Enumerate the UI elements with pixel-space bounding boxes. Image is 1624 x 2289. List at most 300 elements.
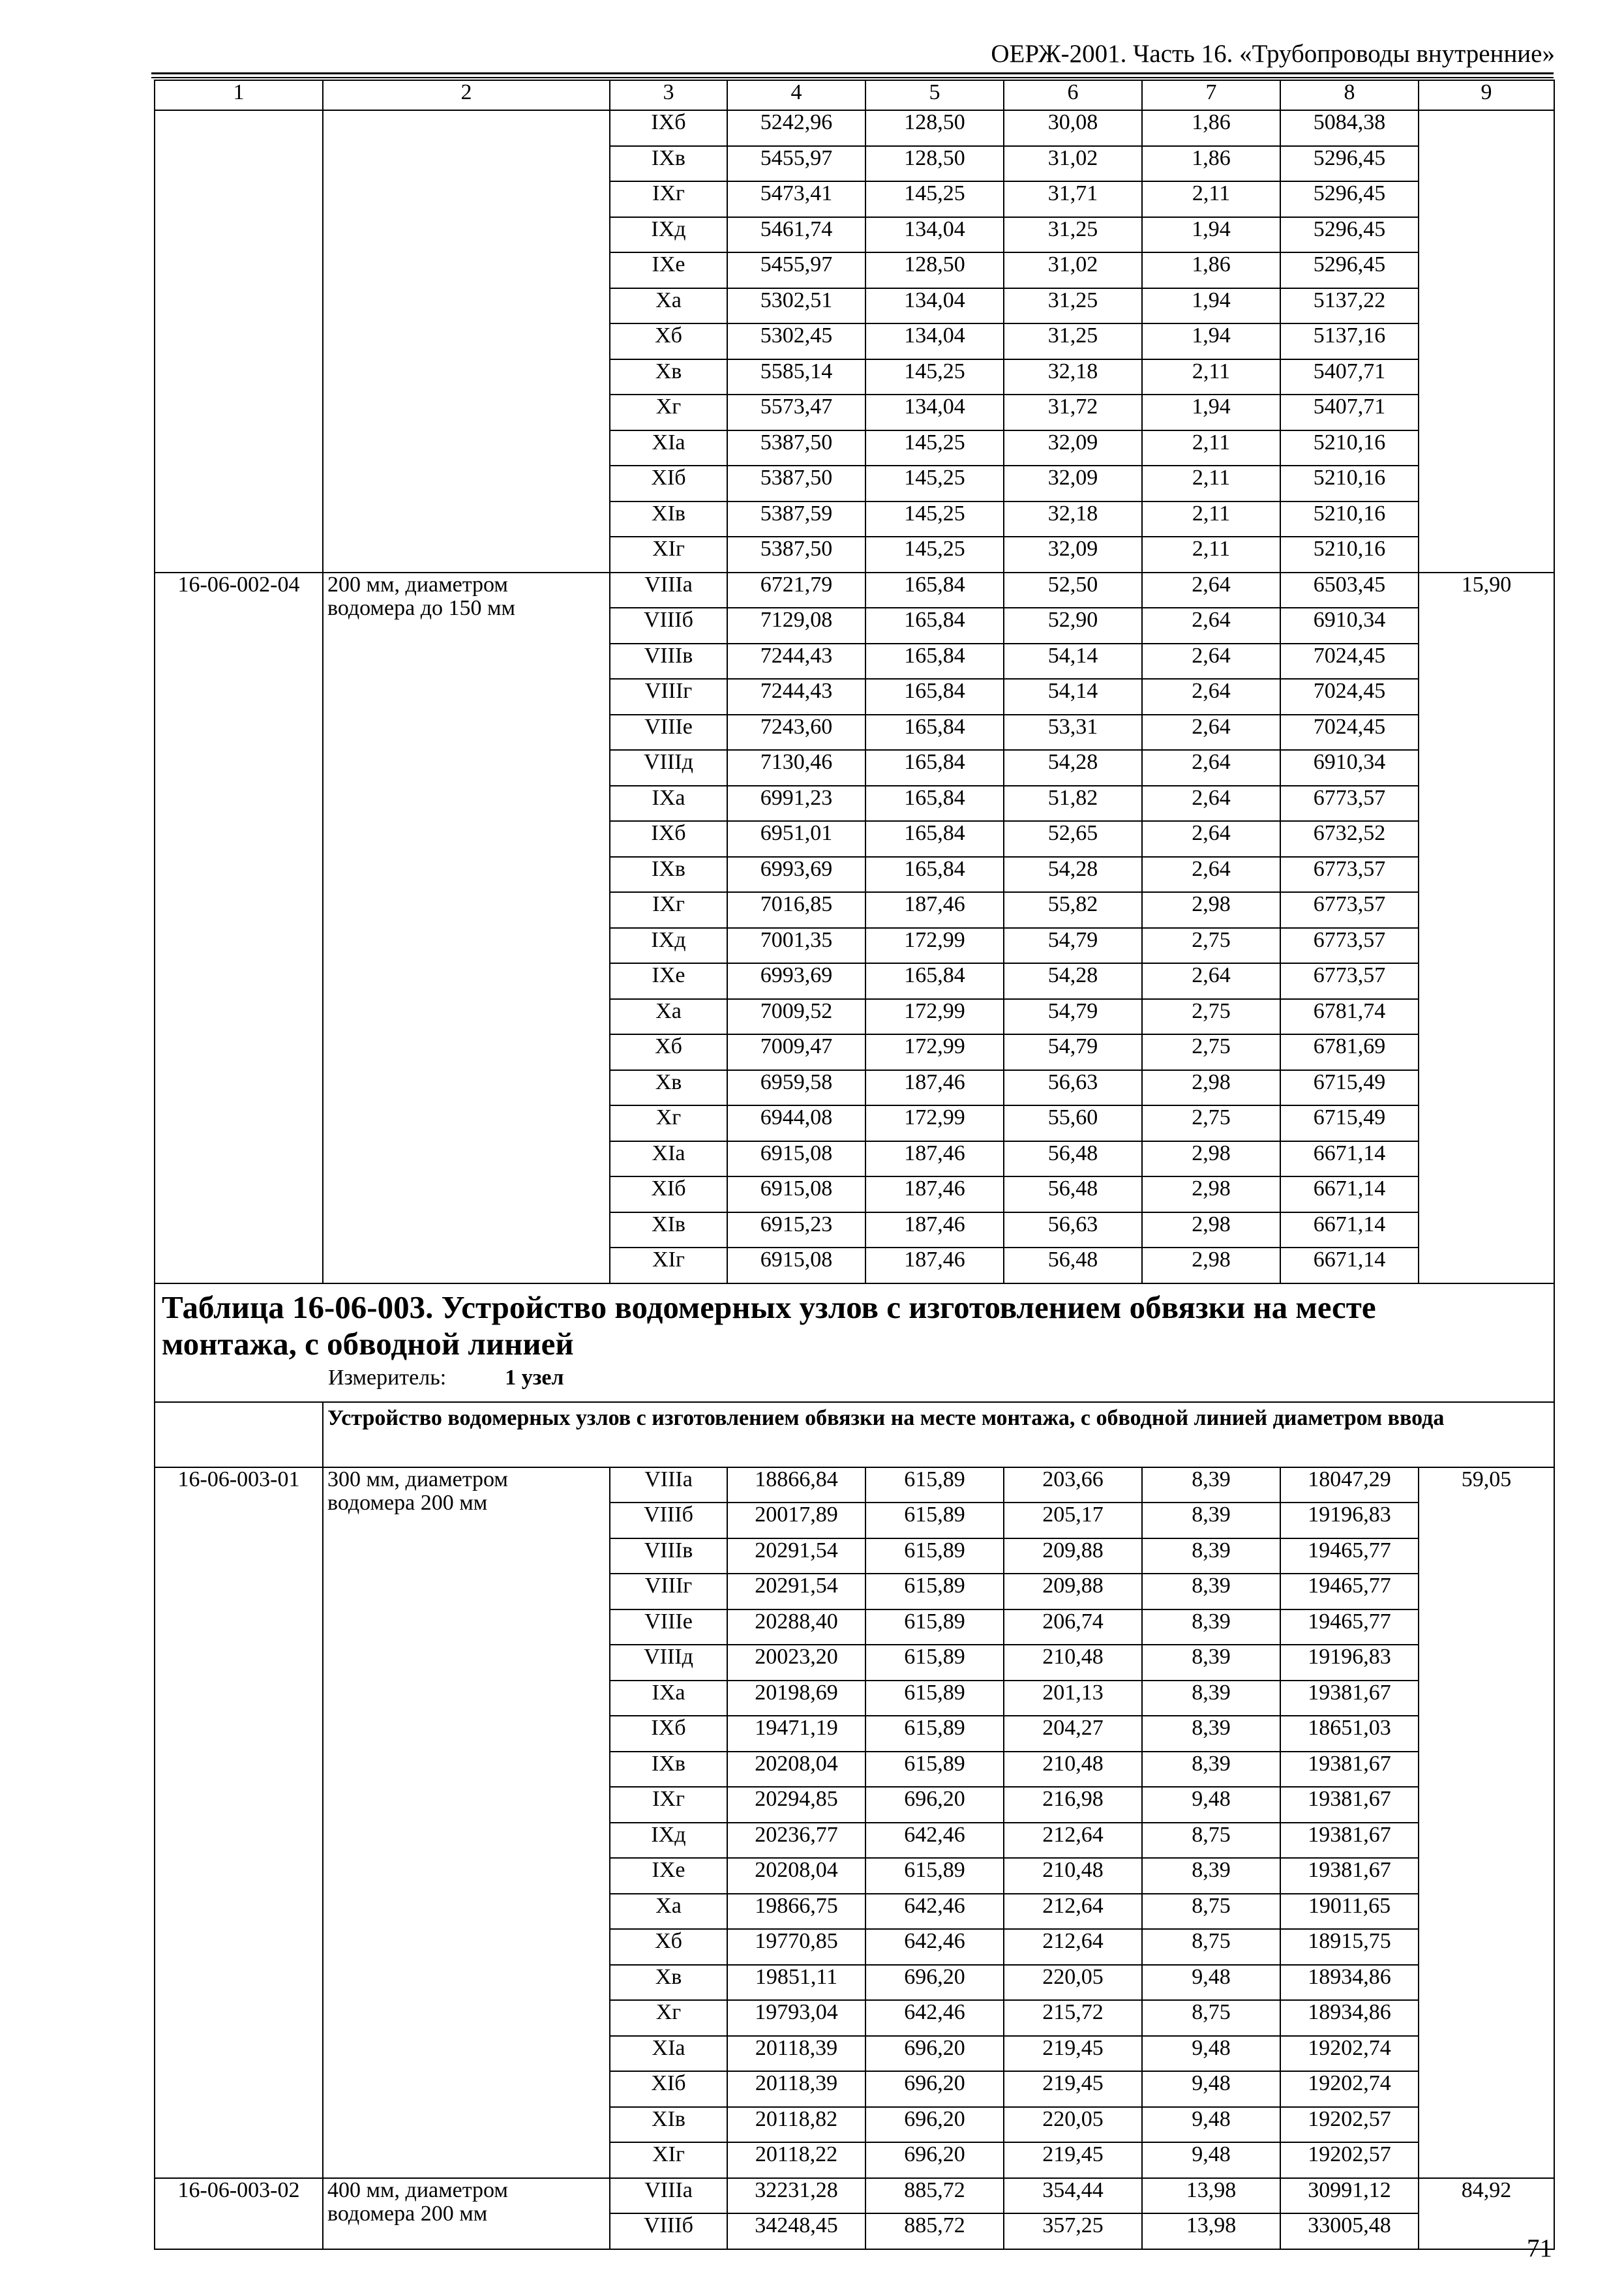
wages-cell: 134,04: [865, 288, 1004, 324]
materials-cell: 6503,45: [1280, 573, 1419, 608]
materials-cell: 6781,74: [1280, 999, 1419, 1035]
zone-cell: IХв: [610, 146, 727, 182]
materials-cell: 5210,16: [1280, 537, 1419, 573]
machines-cell: 212,64: [1004, 1894, 1142, 1930]
driver-wages-cell: 1,86: [1142, 110, 1280, 146]
column-number: 5: [865, 80, 1004, 110]
zone-cell: VIIIв: [610, 644, 727, 680]
driver-wages-cell: 2,75: [1142, 1105, 1280, 1141]
driver-wages-cell: 2,75: [1142, 1034, 1280, 1070]
driver-wages-cell: 1,86: [1142, 146, 1280, 182]
driver-wages-cell: 9,48: [1142, 2142, 1280, 2178]
driver-wages-cell: 2,11: [1142, 430, 1280, 466]
wages-cell: 696,20: [865, 2107, 1004, 2143]
wages-cell: 165,84: [865, 608, 1004, 644]
column-number: 8: [1280, 80, 1419, 110]
wages-cell: 172,99: [865, 1034, 1004, 1070]
direct-cost-cell: 7244,43: [727, 644, 865, 680]
materials-cell: 19011,65: [1280, 1894, 1419, 1930]
direct-cost-cell: 5573,47: [727, 395, 865, 430]
zone-cell: ХIб: [610, 2071, 727, 2107]
driver-wages-cell: 2,64: [1142, 963, 1280, 999]
item-description: [323, 573, 610, 1283]
machines-cell: 212,64: [1004, 1929, 1142, 1965]
materials-cell: 6773,57: [1280, 963, 1419, 999]
column-number: 6: [1004, 80, 1142, 110]
materials-cell: 33005,48: [1280, 2213, 1419, 2249]
zone-cell: ХIг: [610, 537, 727, 573]
wages-cell: 128,50: [865, 110, 1004, 146]
machines-cell: 31,25: [1004, 323, 1142, 359]
driver-wages-cell: 1,86: [1142, 252, 1280, 288]
zone-cell: VIIIг: [610, 679, 727, 715]
table-title-line: Таблица 16-06-003. Устройство водомерных узлов с изготовлением обвязки на месте: [162, 1289, 1376, 1325]
zone-cell: VIIIд: [610, 1645, 727, 1681]
zone-cell: Хб: [610, 1929, 727, 1965]
direct-cost-cell: 5302,51: [727, 288, 865, 324]
table-row: [155, 2178, 1554, 2214]
materials-cell: 6671,14: [1280, 1141, 1419, 1177]
description-line: водомера 200 мм: [327, 2201, 488, 2226]
direct-cost-cell: 19866,75: [727, 1894, 865, 1930]
materials-cell: 6773,57: [1280, 857, 1419, 893]
wages-cell: 187,46: [865, 892, 1004, 928]
machines-cell: 32,09: [1004, 466, 1142, 501]
direct-cost-cell: 5387,59: [727, 501, 865, 537]
direct-cost-cell: 7244,43: [727, 679, 865, 715]
machines-cell: 31,25: [1004, 288, 1142, 324]
driver-wages-cell: 2,64: [1142, 644, 1280, 680]
machines-cell: 201,13: [1004, 1681, 1142, 1716]
wages-cell: 885,72: [865, 2213, 1004, 2249]
rate-code: 16-06-003-01: [155, 1467, 323, 2178]
materials-cell: 18934,86: [1280, 1965, 1419, 2001]
wages-cell: 165,84: [865, 573, 1004, 608]
direct-cost-cell: 20208,04: [727, 1752, 865, 1788]
machines-cell: 220,05: [1004, 2107, 1142, 2143]
zone-cell: Хг: [610, 2000, 727, 2036]
driver-wages-cell: 8,39: [1142, 1752, 1280, 1788]
materials-cell: 7024,45: [1280, 679, 1419, 715]
code-cell: [155, 110, 323, 573]
driver-wages-cell: 8,75: [1142, 1894, 1280, 1930]
driver-wages-cell: 2,11: [1142, 501, 1280, 537]
machines-cell: 55,60: [1004, 1105, 1142, 1141]
table-title-row: [155, 1283, 1554, 1402]
zone-cell: Хб: [610, 323, 727, 359]
wages-cell: 165,84: [865, 715, 1004, 751]
driver-wages-cell: 2,64: [1142, 573, 1280, 608]
driver-wages-cell: 1,94: [1142, 323, 1280, 359]
zone-cell: IХе: [610, 1858, 727, 1894]
machines-cell: 56,48: [1004, 1176, 1142, 1212]
labor-cost: 84,92: [1419, 2178, 1554, 2249]
page-header: ОЕРЖ-2001. Часть 16. «Трубопроводы внутренние»: [991, 40, 1555, 68]
materials-cell: 6781,69: [1280, 1034, 1419, 1070]
wages-cell: 172,99: [865, 1105, 1004, 1141]
zone-cell: VIIIб: [610, 1503, 727, 1538]
direct-cost-cell: 5242,96: [727, 110, 865, 146]
zone-cell: IХа: [610, 786, 727, 822]
machines-cell: 212,64: [1004, 1823, 1142, 1859]
zone-cell: IХе: [610, 252, 727, 288]
machines-cell: 209,88: [1004, 1574, 1142, 1609]
driver-wages-cell: 8,39: [1142, 1716, 1280, 1752]
direct-cost-cell: 7009,47: [727, 1034, 865, 1070]
wages-cell: 187,46: [865, 1070, 1004, 1106]
wages-cell: 615,89: [865, 1538, 1004, 1574]
direct-cost-cell: 20208,04: [727, 1858, 865, 1894]
zone-cell: VIIIе: [610, 1609, 727, 1645]
header-rule: [151, 72, 1554, 74]
driver-wages-cell: 13,98: [1142, 2178, 1280, 2214]
materials-cell: 5210,16: [1280, 466, 1419, 501]
materials-cell: 18047,29: [1280, 1467, 1419, 1503]
zone-cell: IХб: [610, 110, 727, 146]
machines-cell: 210,48: [1004, 1858, 1142, 1894]
driver-wages-cell: 8,39: [1142, 1609, 1280, 1645]
direct-cost-cell: 20291,54: [727, 1574, 865, 1609]
machines-cell: 354,44: [1004, 2178, 1142, 2214]
machines-cell: 32,18: [1004, 359, 1142, 395]
driver-wages-cell: 8,75: [1142, 1929, 1280, 1965]
direct-cost-cell: 5473,41: [727, 181, 865, 217]
zone-cell: IХе: [610, 963, 727, 999]
description-cell: [323, 110, 610, 573]
direct-cost-cell: 5461,74: [727, 217, 865, 253]
column-number-row: [155, 80, 1554, 110]
machines-cell: 56,48: [1004, 1248, 1142, 1283]
direct-cost-cell: 7009,52: [727, 999, 865, 1035]
driver-wages-cell: 2,98: [1142, 892, 1280, 928]
wages-cell: 615,89: [865, 1609, 1004, 1645]
machines-cell: 32,09: [1004, 430, 1142, 466]
wages-cell: 187,46: [865, 1141, 1004, 1177]
zone-cell: Хв: [610, 1070, 727, 1106]
driver-wages-cell: 2,98: [1142, 1070, 1280, 1106]
rates-table: [154, 80, 1555, 2250]
direct-cost-cell: 7130,46: [727, 750, 865, 786]
machines-cell: 56,63: [1004, 1212, 1142, 1248]
materials-cell: 6715,49: [1280, 1105, 1419, 1141]
machines-cell: 54,79: [1004, 1034, 1142, 1070]
machines-cell: 54,28: [1004, 857, 1142, 893]
materials-cell: 18934,86: [1280, 2000, 1419, 2036]
zone-cell: Хв: [610, 359, 727, 395]
wages-cell: 165,84: [865, 786, 1004, 822]
wages-cell: 615,89: [865, 1645, 1004, 1681]
materials-cell: 19196,83: [1280, 1645, 1419, 1681]
wages-cell: 615,89: [865, 1716, 1004, 1752]
wages-cell: 642,46: [865, 1929, 1004, 1965]
wages-cell: 187,46: [865, 1212, 1004, 1248]
driver-wages-cell: 8,39: [1142, 1467, 1280, 1503]
machines-cell: 206,74: [1004, 1609, 1142, 1645]
column-number: 7: [1142, 80, 1280, 110]
wages-cell: 165,84: [865, 750, 1004, 786]
materials-cell: 5210,16: [1280, 430, 1419, 466]
materials-cell: 5137,16: [1280, 323, 1419, 359]
wages-cell: 696,20: [865, 1787, 1004, 1823]
direct-cost-cell: 5302,45: [727, 323, 865, 359]
column-number: 2: [323, 80, 610, 110]
driver-wages-cell: 2,64: [1142, 750, 1280, 786]
zone-cell: ХIб: [610, 466, 727, 501]
materials-cell: 19196,83: [1280, 1503, 1419, 1538]
wages-cell: 696,20: [865, 1965, 1004, 2001]
driver-wages-cell: 2,64: [1142, 608, 1280, 644]
materials-cell: 19465,77: [1280, 1538, 1419, 1574]
materials-cell: 5296,45: [1280, 252, 1419, 288]
wages-cell: 642,46: [865, 2000, 1004, 2036]
materials-cell: 6671,14: [1280, 1248, 1419, 1283]
materials-cell: 18915,75: [1280, 1929, 1419, 1965]
wages-cell: 615,89: [865, 1752, 1004, 1788]
labor-cell: [1419, 110, 1554, 573]
machines-cell: 54,14: [1004, 679, 1142, 715]
wages-cell: 134,04: [865, 395, 1004, 430]
zone-cell: Хг: [610, 1105, 727, 1141]
direct-cost-cell: 19793,04: [727, 2000, 865, 2036]
wages-cell: 145,25: [865, 359, 1004, 395]
materials-cell: 6773,57: [1280, 928, 1419, 964]
direct-cost-cell: 6959,58: [727, 1070, 865, 1106]
materials-cell: 5210,16: [1280, 501, 1419, 537]
zone-cell: VIIIб: [610, 2213, 727, 2249]
direct-cost-cell: 6915,08: [727, 1176, 865, 1212]
driver-wages-cell: 8,39: [1142, 1574, 1280, 1609]
zone-cell: ХIа: [610, 2036, 727, 2072]
driver-wages-cell: 2,11: [1142, 466, 1280, 501]
table-row: [155, 1467, 1554, 1503]
materials-cell: 30991,12: [1280, 2178, 1419, 2214]
zone-cell: VIIIв: [610, 1538, 727, 1574]
direct-cost-cell: 7243,60: [727, 715, 865, 751]
driver-wages-cell: 8,39: [1142, 1681, 1280, 1716]
wages-cell: 145,25: [865, 537, 1004, 573]
materials-cell: 5407,71: [1280, 359, 1419, 395]
rate-code: 16-06-002-04: [155, 573, 323, 1283]
zone-cell: Ха: [610, 999, 727, 1035]
wages-cell: 145,25: [865, 501, 1004, 537]
driver-wages-cell: 2,64: [1142, 857, 1280, 893]
zone-cell: VIIIг: [610, 1574, 727, 1609]
wages-cell: 145,25: [865, 181, 1004, 217]
column-number: 9: [1419, 80, 1554, 110]
wages-cell: 165,84: [865, 963, 1004, 999]
machines-cell: 204,27: [1004, 1716, 1142, 1752]
driver-wages-cell: 2,11: [1142, 181, 1280, 217]
wages-cell: 187,46: [865, 1176, 1004, 1212]
header-rule-thin: [151, 77, 1554, 78]
wages-cell: 615,89: [865, 1503, 1004, 1538]
direct-cost-cell: 19851,11: [727, 1965, 865, 2001]
zone-cell: VIIIа: [610, 573, 727, 608]
direct-cost-cell: 6915,08: [727, 1141, 865, 1177]
zone-cell: IХб: [610, 1716, 727, 1752]
materials-cell: 19202,74: [1280, 2036, 1419, 2072]
direct-cost-cell: 20288,40: [727, 1609, 865, 1645]
description-line: водомера до 150 мм: [327, 595, 516, 620]
driver-wages-cell: 1,94: [1142, 395, 1280, 430]
machines-cell: 31,02: [1004, 252, 1142, 288]
machines-cell: 32,09: [1004, 537, 1142, 573]
wages-cell: 145,25: [865, 430, 1004, 466]
materials-cell: 7024,45: [1280, 715, 1419, 751]
materials-cell: 18651,03: [1280, 1716, 1419, 1752]
measure-value: 1 узел: [505, 1365, 564, 1390]
direct-cost-cell: 6944,08: [727, 1105, 865, 1141]
wages-cell: 696,20: [865, 2036, 1004, 2072]
direct-cost-cell: 5387,50: [727, 430, 865, 466]
machines-cell: 31,72: [1004, 395, 1142, 430]
direct-cost-cell: 5585,14: [727, 359, 865, 395]
wages-cell: 165,84: [865, 679, 1004, 715]
machines-cell: 32,18: [1004, 501, 1142, 537]
materials-cell: 19465,77: [1280, 1574, 1419, 1609]
description-line: 300 мм, диаметром: [327, 1467, 508, 1491]
driver-wages-cell: 2,98: [1142, 1176, 1280, 1212]
column-number: 1: [155, 80, 323, 110]
direct-cost-cell: 20118,82: [727, 2107, 865, 2143]
direct-cost-cell: 18866,84: [727, 1467, 865, 1503]
driver-wages-cell: 2,75: [1142, 928, 1280, 964]
materials-cell: 6910,34: [1280, 750, 1419, 786]
direct-cost-cell: 20118,39: [727, 2036, 865, 2072]
measure-unit: [162, 1366, 1547, 1390]
driver-wages-cell: 2,64: [1142, 821, 1280, 857]
direct-cost-cell: 20118,39: [727, 2071, 865, 2107]
direct-cost-cell: 19471,19: [727, 1716, 865, 1752]
machines-cell: 216,98: [1004, 1787, 1142, 1823]
direct-cost-cell: 20023,20: [727, 1645, 865, 1681]
zone-cell: IХв: [610, 857, 727, 893]
machines-cell: 31,71: [1004, 181, 1142, 217]
machines-cell: 215,72: [1004, 2000, 1142, 2036]
measure-label: Измеритель:: [328, 1365, 447, 1390]
wages-cell: 134,04: [865, 323, 1004, 359]
direct-cost-cell: 6991,23: [727, 786, 865, 822]
materials-cell: 5296,45: [1280, 181, 1419, 217]
driver-wages-cell: 9,48: [1142, 2107, 1280, 2143]
driver-wages-cell: 1,94: [1142, 288, 1280, 324]
driver-wages-cell: 2,98: [1142, 1212, 1280, 1248]
materials-cell: 19381,67: [1280, 1752, 1419, 1788]
zone-cell: ХIг: [610, 1248, 727, 1283]
wages-cell: 165,84: [865, 821, 1004, 857]
machines-cell: 51,82: [1004, 786, 1142, 822]
direct-cost-cell: 20118,22: [727, 2142, 865, 2178]
wages-cell: 165,84: [865, 644, 1004, 680]
direct-cost-cell: 5455,97: [727, 146, 865, 182]
materials-cell: 6732,52: [1280, 821, 1419, 857]
driver-wages-cell: 9,48: [1142, 2036, 1280, 2072]
materials-cell: 5296,45: [1280, 146, 1419, 182]
table-row: [155, 110, 1554, 146]
description-line: водомера 200 мм: [327, 1490, 488, 1515]
materials-cell: 6773,57: [1280, 892, 1419, 928]
materials-cell: 6773,57: [1280, 786, 1419, 822]
wages-cell: 615,89: [865, 1681, 1004, 1716]
wages-cell: 615,89: [865, 1574, 1004, 1609]
machines-cell: 209,88: [1004, 1538, 1142, 1574]
wages-cell: 187,46: [865, 1248, 1004, 1283]
materials-cell: 19202,57: [1280, 2142, 1419, 2178]
machines-cell: 205,17: [1004, 1503, 1142, 1538]
labor-cost: 59,05: [1419, 1467, 1554, 2178]
column-number: 4: [727, 80, 865, 110]
rate-code: 16-06-003-02: [155, 2178, 323, 2249]
direct-cost-cell: 34248,45: [727, 2213, 865, 2249]
materials-cell: 19381,67: [1280, 1681, 1419, 1716]
driver-wages-cell: 8,39: [1142, 1858, 1280, 1894]
labor-cost: 15,90: [1419, 573, 1554, 1283]
direct-cost-cell: 6993,69: [727, 857, 865, 893]
machines-cell: 219,45: [1004, 2071, 1142, 2107]
driver-wages-cell: 13,98: [1142, 2213, 1280, 2249]
materials-cell: 6910,34: [1280, 608, 1419, 644]
description-line: 200 мм, диаметром: [327, 572, 508, 597]
zone-cell: VIIIе: [610, 715, 727, 751]
item-description: [323, 1467, 610, 2178]
zone-cell: Хг: [610, 395, 727, 430]
zone-cell: VIIIа: [610, 2178, 727, 2214]
machines-cell: 54,79: [1004, 928, 1142, 964]
zone-cell: IХг: [610, 1787, 727, 1823]
direct-cost-cell: 20236,77: [727, 1823, 865, 1859]
materials-cell: 19381,67: [1280, 1858, 1419, 1894]
wages-cell: 885,72: [865, 2178, 1004, 2214]
machines-cell: 54,28: [1004, 963, 1142, 999]
driver-wages-cell: 9,48: [1142, 2071, 1280, 2107]
description-line: 400 мм, диаметром: [327, 2177, 508, 2202]
machines-cell: 210,48: [1004, 1752, 1142, 1788]
machines-cell: 52,65: [1004, 821, 1142, 857]
zone-cell: IХд: [610, 1823, 727, 1859]
item-description: [323, 2178, 610, 2249]
wages-cell: 642,46: [865, 1823, 1004, 1859]
materials-cell: 19202,57: [1280, 2107, 1419, 2143]
machines-cell: 53,31: [1004, 715, 1142, 751]
zone-cell: IХв: [610, 1752, 727, 1788]
materials-cell: 6671,14: [1280, 1212, 1419, 1248]
zone-cell: IХд: [610, 217, 727, 253]
materials-cell: 5296,45: [1280, 217, 1419, 253]
wages-cell: 615,89: [865, 1467, 1004, 1503]
subheading: Устройство водомерных узлов с изготовлением обвязки на месте монтажа, с обводной линией диаметром ввода: [323, 1402, 1554, 1467]
direct-cost-cell: 6993,69: [727, 963, 865, 999]
direct-cost-cell: 6721,79: [727, 573, 865, 608]
wages-cell: 172,99: [865, 928, 1004, 964]
table-title-line: монтажа, с обводной линией: [162, 1325, 574, 1362]
machines-cell: 56,48: [1004, 1141, 1142, 1177]
driver-wages-cell: 2,64: [1142, 786, 1280, 822]
materials-cell: 5407,71: [1280, 395, 1419, 430]
wages-cell: 128,50: [865, 252, 1004, 288]
direct-cost-cell: 7129,08: [727, 608, 865, 644]
machines-cell: 220,05: [1004, 1965, 1142, 2001]
driver-wages-cell: 9,48: [1142, 1965, 1280, 2001]
machines-cell: 203,66: [1004, 1467, 1142, 1503]
driver-wages-cell: 8,39: [1142, 1503, 1280, 1538]
wages-cell: 134,04: [865, 217, 1004, 253]
wages-cell: 642,46: [865, 1894, 1004, 1930]
zone-cell: VIIIа: [610, 1467, 727, 1503]
driver-wages-cell: 9,48: [1142, 1787, 1280, 1823]
zone-cell: ХIв: [610, 1212, 727, 1248]
driver-wages-cell: 2,98: [1142, 1248, 1280, 1283]
machines-cell: 52,50: [1004, 573, 1142, 608]
